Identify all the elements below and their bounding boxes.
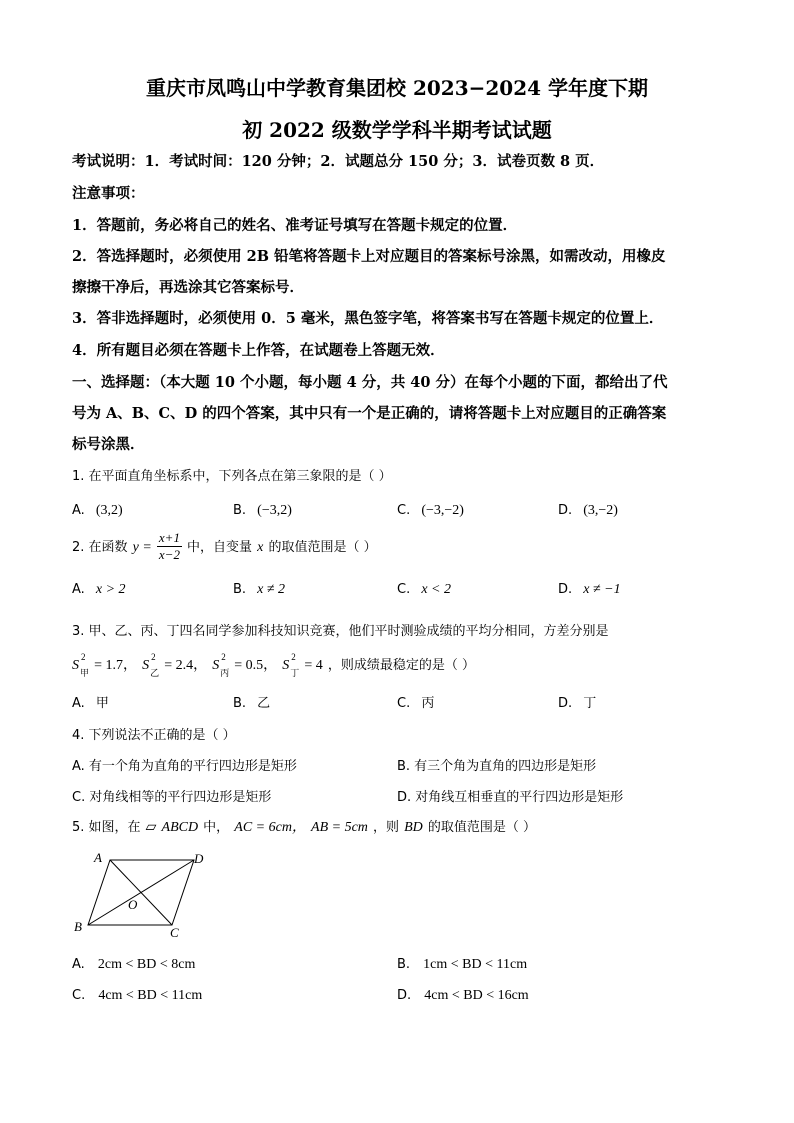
- vertex-label-c: C: [170, 925, 179, 940]
- q5-option-c: [72, 984, 202, 1004]
- q4-option-a: A. 有一个角为直角的平行四边形是矩形: [72, 759, 297, 774]
- vertex-label-d: D: [194, 851, 204, 866]
- q3-b-label: B.: [233, 696, 247, 711]
- q2-b-value: x ≠ 2: [257, 582, 286, 597]
- q3-tail: ，则成绩最稳定的是（ ）: [327, 658, 476, 673]
- q1-b-label: B.: [233, 503, 247, 518]
- q5-mid1: 中，: [203, 820, 230, 835]
- q4-option-d: D. 对角线互相垂直的平行四边形是矩形: [397, 790, 624, 805]
- q5-a-value: 2cm < BD < 8cm: [97, 957, 196, 972]
- q3-val-bing: = 0.5，: [234, 658, 278, 673]
- q2-option-a: [72, 578, 126, 598]
- q5-option-b: [397, 953, 527, 973]
- q3-s-ding: S 2 丁: [282, 652, 300, 679]
- section1-line3: 标号涂黑．: [72, 436, 145, 453]
- q3-stem: 3. 甲、乙、丙、丁四名同学参加科技知识竞赛，他们平时测验成绩的平均分相同，方差分别是: [72, 624, 609, 639]
- q2-a-label: A.: [72, 582, 85, 597]
- q5-option-d: [397, 984, 529, 1004]
- q1-a-label: A.: [72, 503, 85, 518]
- q2-d-label: D.: [558, 582, 573, 597]
- q2-prefix: 2. 在函数: [72, 540, 128, 555]
- q3-val-jia: = 1.7，: [94, 658, 137, 673]
- q3-a-label: A.: [72, 696, 85, 711]
- q2-c-label: C.: [397, 582, 411, 597]
- q3-val-ding: = 4: [304, 658, 323, 673]
- exam-note: 考试说明：1．考试时间：120 分钟；2．试题总分 150 分；3．试卷页数 8 页．: [72, 153, 605, 170]
- vertex-label-b: B: [74, 919, 82, 934]
- q1-option-d: [558, 499, 618, 519]
- center-label-o: O: [128, 897, 138, 912]
- section1-line2: 号为 A、B、C、D 的四个答案，其中只有一个是正确的，请将答题卡上对应题目的正确答案: [72, 405, 667, 422]
- q2-c-value: x < 2: [421, 582, 451, 597]
- q1-option-a: [72, 499, 123, 519]
- q5-d-label: D.: [397, 988, 412, 1003]
- q2-denominator: x−2: [158, 547, 180, 562]
- q3-option-c: [397, 692, 434, 711]
- q5-mid2: ，则: [373, 820, 400, 835]
- q3-option-d: [558, 692, 596, 711]
- q3-b-value: 乙: [257, 696, 271, 711]
- q2-y-eq: y =: [132, 540, 152, 555]
- q2-numerator: x+1: [158, 530, 180, 545]
- diagonal-bd: [88, 860, 194, 925]
- q4-option-c: C. 对角线相等的平行四边形是矩形: [72, 790, 272, 805]
- q1-d-label: D.: [558, 503, 573, 518]
- q1-c-value: (−3,−2): [421, 503, 464, 518]
- q5-bd: BD: [404, 820, 423, 835]
- q3-s-yi: S 2 乙: [142, 652, 160, 679]
- q2-mid: 中，自变量: [187, 540, 253, 555]
- notice-item-4: 4．所有题目必须在答题卡上作答，在试题卷上答题无效．: [72, 342, 445, 359]
- q5-suffix: 的取值范围是（ ）: [427, 820, 537, 835]
- notice-heading: 注意事项：: [72, 185, 145, 202]
- q1-option-b: [233, 499, 292, 519]
- vertex-label-a: A: [94, 850, 102, 865]
- q5-parallelogram-symbol: ▱: [145, 820, 157, 835]
- q3-variances: [72, 652, 476, 679]
- q1-option-c: [397, 499, 464, 519]
- q5-c-label: C.: [72, 988, 86, 1003]
- q5-prefix: 5. 如图，在: [72, 820, 141, 835]
- q5-option-a: [72, 953, 195, 973]
- notice-item-3: 3．答非选择题时，必须使用 0．5 毫米，黑色签字笔，将答案书写在答题卡规定的位置上．: [72, 310, 664, 327]
- q2-d-value: x ≠ −1: [583, 582, 621, 597]
- notice-item-2-line1: 2．答选择题时，必须使用 2B 铅笔将答题卡上对应题目的答案标号涂黑，如需改动，用橡皮: [72, 248, 666, 265]
- q1-d-value: (3,−2): [583, 503, 618, 518]
- q5-parallelogram-figure: [70, 845, 220, 940]
- q3-d-label: D.: [558, 696, 573, 711]
- q2-suffix: 的取值范围是（ ）: [268, 540, 377, 555]
- q2-a-value: x > 2: [95, 582, 126, 597]
- q4-stem: 4. 下列说法不正确的是（ ）: [72, 728, 236, 743]
- q2-fraction: [157, 530, 182, 563]
- q2-stem: [72, 530, 377, 563]
- q1-a-value: (3,2): [95, 503, 123, 518]
- q5-d-value: 4cm < BD < 16cm: [424, 988, 529, 1003]
- q5-stem: [72, 816, 536, 836]
- q5-b-label: B.: [397, 957, 411, 972]
- q1-c-label: C.: [397, 503, 411, 518]
- q2-b-label: B.: [233, 582, 247, 597]
- q5-a-label: A.: [72, 957, 85, 972]
- q5-abcd: ABCD: [161, 820, 199, 835]
- q4-option-b: B. 有三个角为直角的四边形是矩形: [397, 759, 597, 774]
- q3-option-a: [72, 692, 109, 711]
- q3-val-yi: = 2.4，: [164, 658, 208, 673]
- q1-stem: 1. 在平面直角坐标系中，下列各点在第三象限的是（ ）: [72, 469, 392, 484]
- notice-item-1: 1．答题前，务必将自己的姓名、准考证号填写在答题卡规定的位置．: [72, 217, 518, 234]
- q2-option-c: [397, 578, 451, 598]
- q5-ab: AB = 5cm: [311, 820, 368, 835]
- q3-a-value: 甲: [95, 696, 109, 711]
- q5-ac: AC = 6cm，: [234, 820, 306, 835]
- q2-option-d: [558, 578, 621, 598]
- section1-line1: 一、选择题：（本大题 10 个小题，每小题 4 分，共 40 分）在每个小题的下面，都给出了代: [72, 374, 668, 391]
- q3-c-value: 丙: [421, 696, 435, 711]
- q2-option-b: [233, 578, 285, 598]
- notice-item-2-line2: 擦擦干净后，再选涂其它答案标号．: [72, 279, 304, 296]
- q3-c-label: C.: [397, 696, 411, 711]
- q3-option-b: [233, 692, 270, 711]
- q5-c-value: 4cm < BD < 11cm: [98, 988, 203, 1003]
- q1-b-value: (−3,2): [257, 503, 292, 518]
- q2-variable: x: [257, 540, 264, 555]
- q5-b-value: 1cm < BD < 11cm: [423, 957, 528, 972]
- exam-title-line1: 重庆市凤鸣山中学教育集团校 2023−2024 学年度下期: [145, 76, 648, 100]
- exam-title-line2: 初 2022 级数学学科半期考试试题: [242, 118, 552, 142]
- q3-s-jia: S 2 甲: [72, 652, 90, 679]
- q3-d-value: 丁: [583, 696, 597, 711]
- q3-s-bing: S 2 丙: [212, 652, 230, 679]
